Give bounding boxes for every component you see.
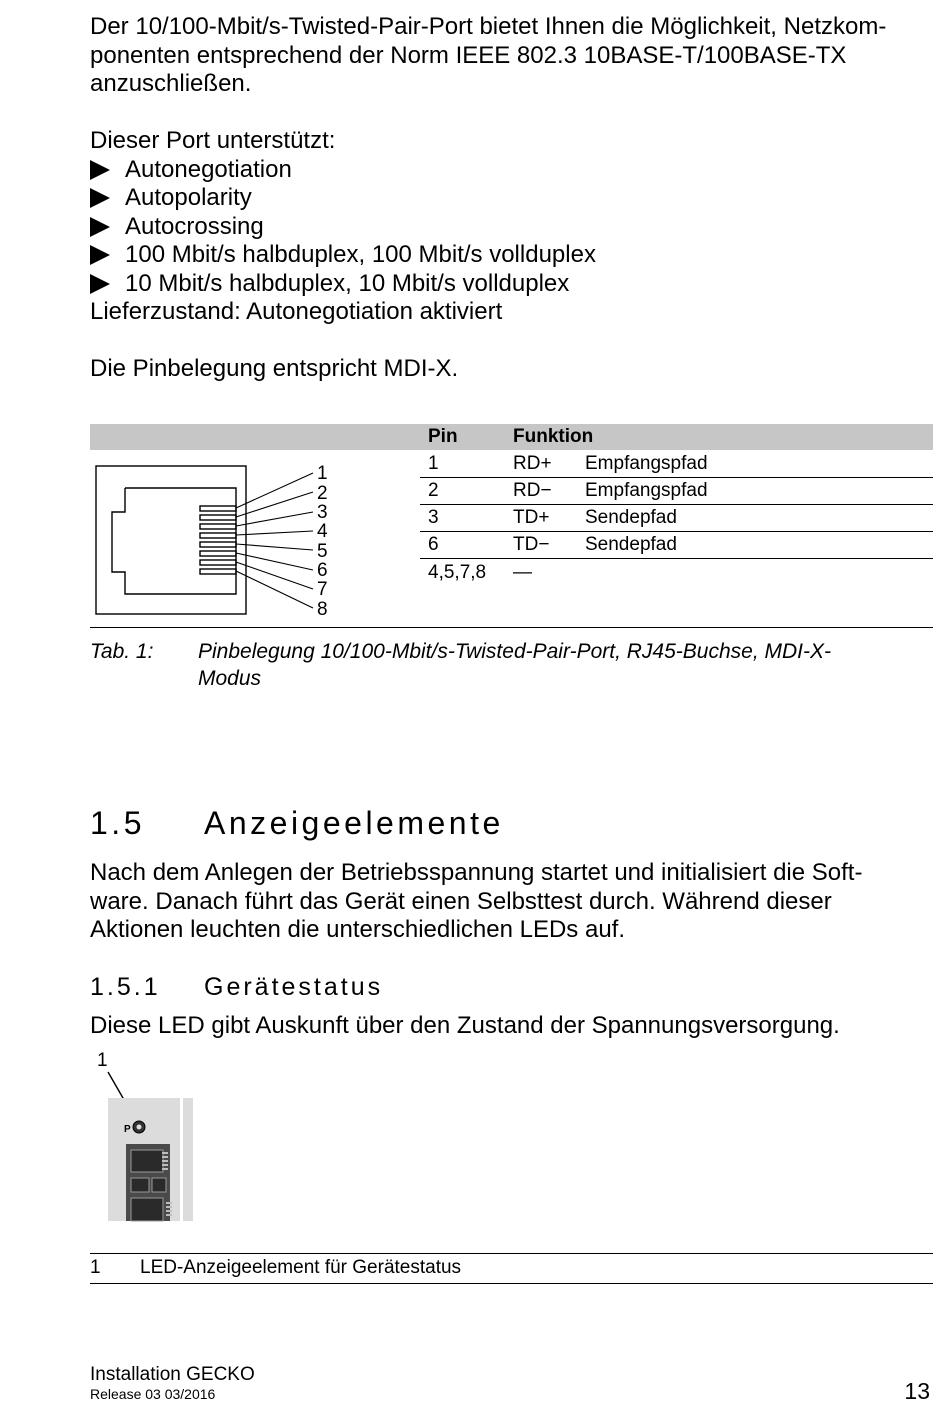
diagram-pin-label: 5 xyxy=(317,541,328,562)
diagram-pin-label: 6 xyxy=(317,560,328,581)
table-cell-desc: Sendepfad xyxy=(585,534,677,555)
table-cell-pin: 6 xyxy=(428,534,439,555)
paragraph-line: Nach dem Anlegen der Betriebsspannung startet und initialisiert die Soft- xyxy=(90,859,863,886)
diagram-pin-label: 1 xyxy=(317,463,328,484)
support-heading: Dieser Port unterstützt: xyxy=(90,127,336,154)
table-cell-desc: Sendepfad xyxy=(585,507,677,528)
intro-line: anzuschließen. xyxy=(90,70,252,97)
pin-leader-lines xyxy=(236,473,313,608)
paragraph-line: ware. Danach führt das Gerät einen Selbsttest durch. Während dieser xyxy=(90,887,832,915)
subsection-number: 1.5.1 xyxy=(90,973,161,1001)
footer-title: Installation GECKO xyxy=(90,1364,255,1385)
panel-edge xyxy=(180,1098,183,1221)
bullet-text: 10 Mbit/s halbduplex, 10 Mbit/s vollduplex xyxy=(125,270,570,297)
bullet-item xyxy=(90,241,596,270)
table-cell-signal: RD− xyxy=(513,480,552,501)
section-number: 1.5 xyxy=(90,805,145,841)
subsection-paragraph: Diese LED gibt Auskunft über den Zustand der Spannungsversorgung. xyxy=(90,1012,840,1039)
socket-opening xyxy=(112,488,236,594)
legend-text: LED-Anzeigeelement für Gerätestatus xyxy=(140,1257,462,1278)
table-header-bar xyxy=(90,424,933,450)
lower-port-opening xyxy=(131,1198,163,1221)
figure-callout-number: 1 xyxy=(97,1050,108,1071)
legend-top-rule xyxy=(90,1253,933,1254)
section-title: Anzeigeelemente xyxy=(204,805,504,841)
port-led-right xyxy=(152,1178,166,1192)
table-cell-pin: 3 xyxy=(428,507,439,528)
section-paragraph xyxy=(90,859,935,945)
bullet-text: Autocrossing xyxy=(125,213,264,240)
device-front-panel-figure xyxy=(100,1068,200,1228)
triangle-bullet-icon xyxy=(90,245,110,265)
table-cell-pin: 2 xyxy=(428,480,439,501)
table-cell-pin: 1 xyxy=(428,453,439,474)
bullet-text: Autonegotiation xyxy=(125,156,292,183)
table-row-divider xyxy=(420,558,933,559)
bullet-item xyxy=(90,156,292,185)
triangle-bullet-icon xyxy=(90,188,110,208)
triangle-bullet-icon xyxy=(90,217,110,237)
table-row-divider xyxy=(420,531,933,532)
table-caption-line: Pinbelegung 10/100-Mbit/s-Twisted-Pair-Port, RJ45-Buchse, MDI-X- xyxy=(198,640,831,663)
triangle-bullet-icon xyxy=(90,274,110,294)
default-state: Lieferzustand: Autonegotiation aktiviert xyxy=(90,298,503,325)
intro-paragraph xyxy=(90,13,935,99)
table-caption-label: Tab. 1: xyxy=(90,640,154,663)
intro-line: Der 10/100-Mbit/s-Twisted-Pair-Port bietet Ihnen die Möglichkeit, Netzkom- xyxy=(90,13,887,40)
paragraph-line: Aktionen leuchten die unterschiedlichen LEDs auf. xyxy=(90,916,626,943)
table-cell-pin: 4,5,7,8 xyxy=(428,562,487,583)
diagram-pin-label: 2 xyxy=(317,483,328,504)
bullet-item xyxy=(90,213,264,242)
footer-release: Release 03 03/2016 xyxy=(90,1386,216,1402)
diagram-pin-label: 8 xyxy=(317,599,328,620)
table-cell-signal: RD+ xyxy=(513,453,552,474)
rj45-port-opening xyxy=(131,1150,163,1172)
rj45-socket-diagram xyxy=(90,460,350,620)
table-cell-desc: Empfangspfad xyxy=(585,480,708,501)
bullet-text: 100 Mbit/s halbduplex, 100 Mbit/s vollduplex xyxy=(125,241,596,268)
table-cell-signal: TD+ xyxy=(513,507,550,528)
triangle-bullet-icon xyxy=(90,160,110,180)
power-led-marker: P xyxy=(124,1124,131,1135)
socket-contacts xyxy=(200,506,236,574)
column-header-pin: Pin xyxy=(428,426,458,447)
intro-line: ponenten entsprechend der Norm IEEE 802.3 10BASE-T/100BASE-TX xyxy=(90,41,847,69)
diagram-pin-label: 7 xyxy=(317,579,328,600)
status-led-lens xyxy=(137,1125,142,1130)
table-cell-signal: — xyxy=(513,562,532,583)
bullet-item xyxy=(90,270,569,299)
bullet-item xyxy=(90,184,252,213)
port-led-left xyxy=(131,1178,149,1192)
subsection-title: Gerätestatus xyxy=(204,973,384,1001)
table-cell-desc: Empfangspfad xyxy=(585,453,708,474)
diagram-pin-label: 3 xyxy=(317,502,328,523)
column-header-function: Funktion xyxy=(513,426,594,447)
table-cell-signal: TD− xyxy=(513,534,550,555)
bullet-text: Autopolarity xyxy=(125,184,252,211)
diagram-pin-label: 4 xyxy=(317,521,328,542)
legend-number: 1 xyxy=(90,1257,101,1278)
legend-bottom-rule xyxy=(90,1283,933,1284)
table-row-divider xyxy=(420,504,933,505)
page-number: 13 xyxy=(904,1378,930,1404)
pinout-note: Die Pinbelegung entspricht MDI-X. xyxy=(90,355,459,382)
table-caption-line: Modus xyxy=(198,667,262,690)
table-bottom-rule xyxy=(90,627,933,628)
table-row-divider xyxy=(420,477,933,478)
